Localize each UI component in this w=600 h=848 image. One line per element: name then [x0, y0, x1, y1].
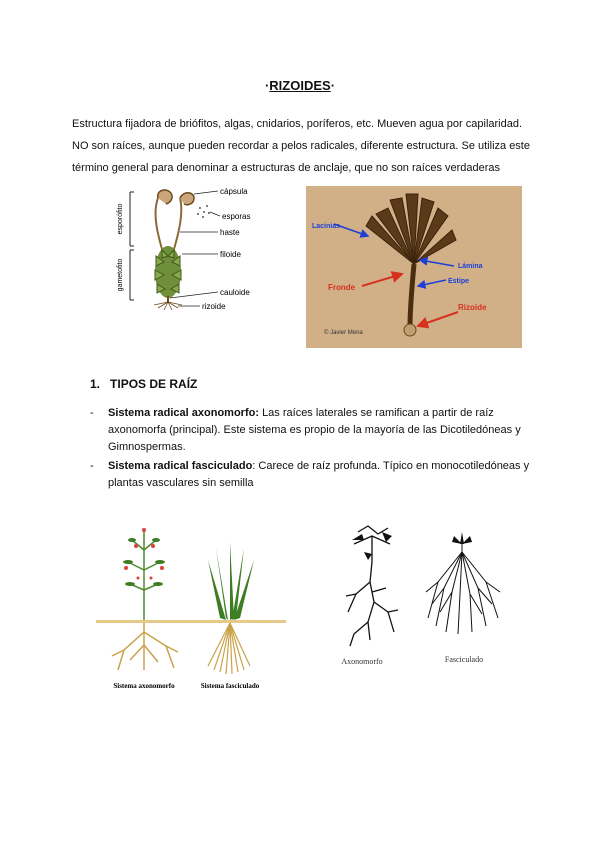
- label-sistema-fasciculado: Sistema fasciculado: [200, 682, 260, 690]
- list-item: - Sistema radical axonomorfo: Las raíces laterales se ramifican a partir de raíz axonomorfa (principal). Este sistema es propio de la mayoría de las Dicotiledóneas y Gimnospermas.: [90, 407, 521, 453]
- bullet-separator: :: [255, 407, 263, 419]
- section-title-text: TIPOS DE RAÍZ: [110, 377, 198, 391]
- label-fasciculado: Fasciculado: [444, 655, 484, 664]
- label-haste: haste: [220, 228, 240, 237]
- label-cauloide: cauloide: [220, 288, 250, 297]
- label-axonomorfo: Axonomorfo: [341, 657, 383, 666]
- page-title: [0, 78, 600, 93]
- label-fronde: Fronde: [328, 283, 356, 292]
- bullet-text: Las raíces laterales se ramifican a partir de raíz axonomorfa (principal). Este sistema es propio de la mayoría de las Dicotiledóneas y Gimnospermas.: [108, 407, 521, 453]
- title-text: RIZOIDES: [269, 78, 331, 93]
- label-rizoide-algae: Rizoide: [458, 303, 487, 312]
- root-systems-color-figure: [96, 520, 286, 692]
- bullet-text: Carece de raíz profunda. Típico en monocotiledóneas y plantas vasculares sin semilla: [108, 460, 530, 489]
- section-number: 1.: [90, 377, 101, 391]
- intro-line: Estructura fijadora de briófitos, algas, cnidarios, poríferos, etc. Mueven agua por capilaridad.: [72, 118, 523, 130]
- algae-photo: [306, 186, 522, 348]
- label-lacinias: Lacinias: [312, 223, 341, 230]
- bullet-term: Sistema radical axonomorfo: [108, 407, 256, 419]
- bullet-term: Sistema radical fasciculado: [108, 460, 253, 472]
- root-systems-bw-figure: [328, 522, 518, 678]
- label-filoide: filoide: [220, 250, 241, 259]
- intro-paragraph: [72, 113, 532, 179]
- label-estipe: Estipe: [448, 278, 470, 285]
- label-capsula: cápsula: [220, 187, 248, 196]
- label-rizoide-moss: rizoide: [202, 302, 226, 311]
- label-lamina: Lámina: [458, 263, 483, 270]
- photo-credit: © Javier Mena: [324, 330, 363, 336]
- label-esporas: esporas: [222, 212, 251, 221]
- list-item: - Sistema radical fasciculado: Carece de raíz profunda. Típico en monocotiledóneas y plantas vasculares sin semilla: [90, 460, 530, 489]
- moss-diagram: [108, 186, 268, 314]
- label-esporofito: esporófito: [117, 203, 124, 235]
- title-suffix: ·: [330, 78, 336, 93]
- root-types-list: [90, 405, 535, 494]
- intro-line: término general para denominar a estructuras de anclaje, que no son raíces verdaderas: [72, 162, 501, 174]
- intro-line: NO son raíces, aunque pueden recordar a pelos radicales, diferente estructura. Se utiliza este: [72, 140, 530, 152]
- title-prefix: ·: [264, 78, 270, 93]
- label-sistema-axonomorfo: Sistema axonomorfo: [113, 682, 175, 690]
- label-gametofito: gametofito: [117, 258, 124, 292]
- bullet-separator: :: [252, 460, 259, 472]
- section-heading: [90, 377, 197, 391]
